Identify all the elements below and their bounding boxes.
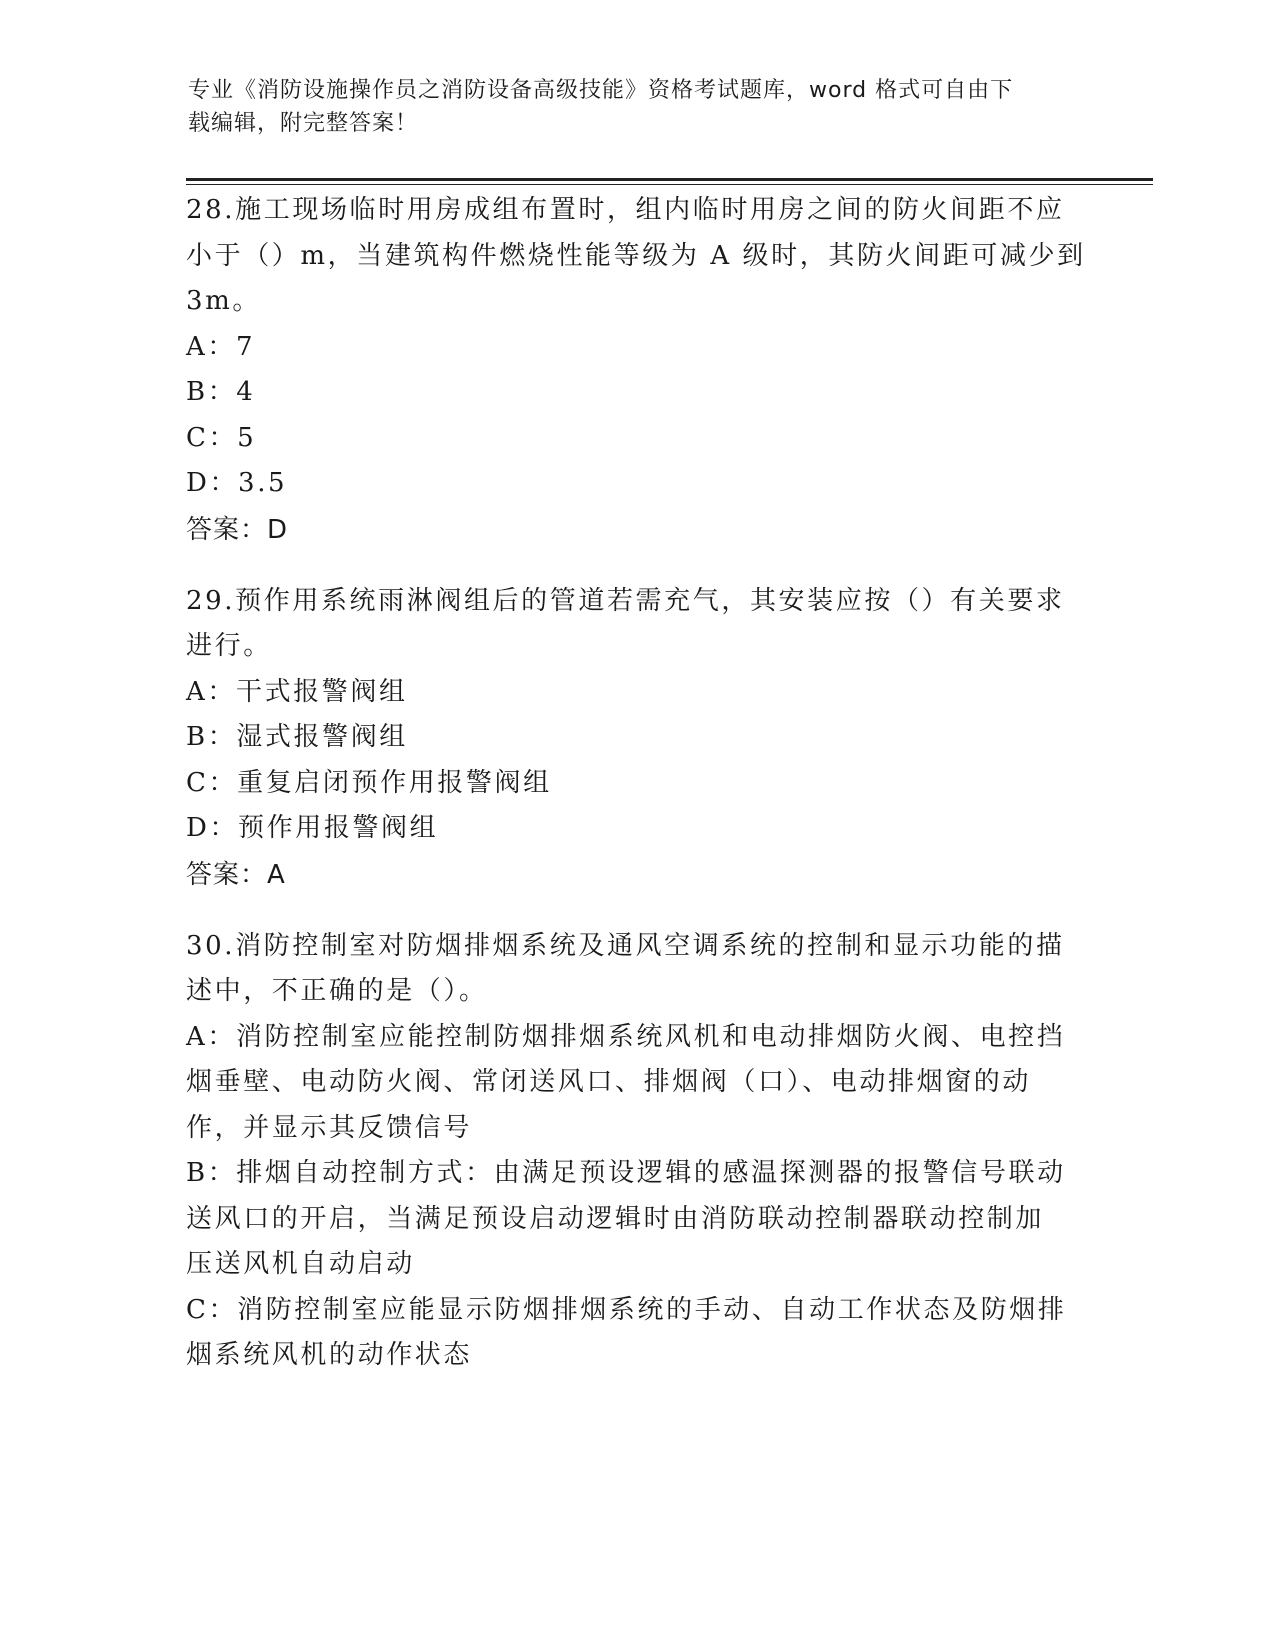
option-a-continued: 作，并显示其反馈信号 [186, 1112, 473, 1143]
option-c: C：重复启闭预作用报警阀组 [186, 767, 552, 798]
header-divider-thin [186, 184, 1153, 185]
option-d: D：预作用报警阀组 [186, 813, 439, 843]
question-stem-line: 进行。 [186, 631, 272, 661]
question-stem-line: 述中，不正确的是（）。 [186, 976, 488, 1006]
header-divider-thick [186, 178, 1153, 181]
option-a: A：干式报警阀组 [186, 676, 408, 707]
header-line-2: 载编辑，附完整答案！ [188, 111, 419, 136]
option-c: C：5 [186, 422, 257, 453]
option-a: A：7 [186, 331, 256, 362]
answer-label: 答案：A [186, 859, 286, 890]
question-stem-line: 3m。 [186, 286, 261, 316]
question-stem-line: 29.预作用系统雨淋阀组后的管道若需充气，其安装应按（）有关要求 [186, 585, 1065, 616]
option-b: B：湿式报警阀组 [186, 722, 408, 752]
question-28 [186, 188, 1086, 553]
question-list [186, 188, 1086, 1405]
option-a: A：消防控制室应能控制防烟排烟系统风机和电动排烟防火阀、电控挡 [186, 1021, 1066, 1052]
option-a-continued: 烟垂壁、电动防火阀、常闭送风口、排烟阀（口）、电动排烟窗的动 [186, 1067, 1032, 1097]
question-29 [186, 579, 1086, 898]
option-c: C：消防控制室应能显示防烟排烟系统的手动、自动工作状态及防烟排 [186, 1294, 1067, 1325]
answer-label: 答案：D [186, 514, 289, 545]
question-stem-line: 小于（）m，当建筑构件燃烧性能等级为 A 级时，其防火间距可减少到 [186, 240, 1086, 271]
question-30 [186, 924, 1086, 1379]
option-d: D：3.5 [186, 468, 288, 498]
question-stem-line: 30.消防控制室对防烟排烟系统及通风空调系统的控制和显示功能的描 [186, 930, 1065, 961]
header-line-1: 专业《消防设施操作员之消防设备高级技能》资格考试题库，word 格式可自由下 [188, 78, 1014, 103]
option-b: B：排烟自动控制方式：由满足预设逻辑的感温探测器的报警信号联动 [186, 1158, 1066, 1188]
option-b-continued: 送风口的开启，当满足预设启动逻辑时由消防联动控制器联动控制加 [186, 1203, 1045, 1234]
document-header [188, 74, 1068, 140]
option-b-continued: 压送风机自动启动 [186, 1249, 415, 1279]
option-b: B：4 [186, 377, 256, 407]
option-c-continued: 烟系统风机的动作状态 [186, 1340, 473, 1370]
question-stem-line: 28.施工现场临时用房成组布置时，组内临时用房之间的防火间距不应 [186, 195, 1065, 225]
